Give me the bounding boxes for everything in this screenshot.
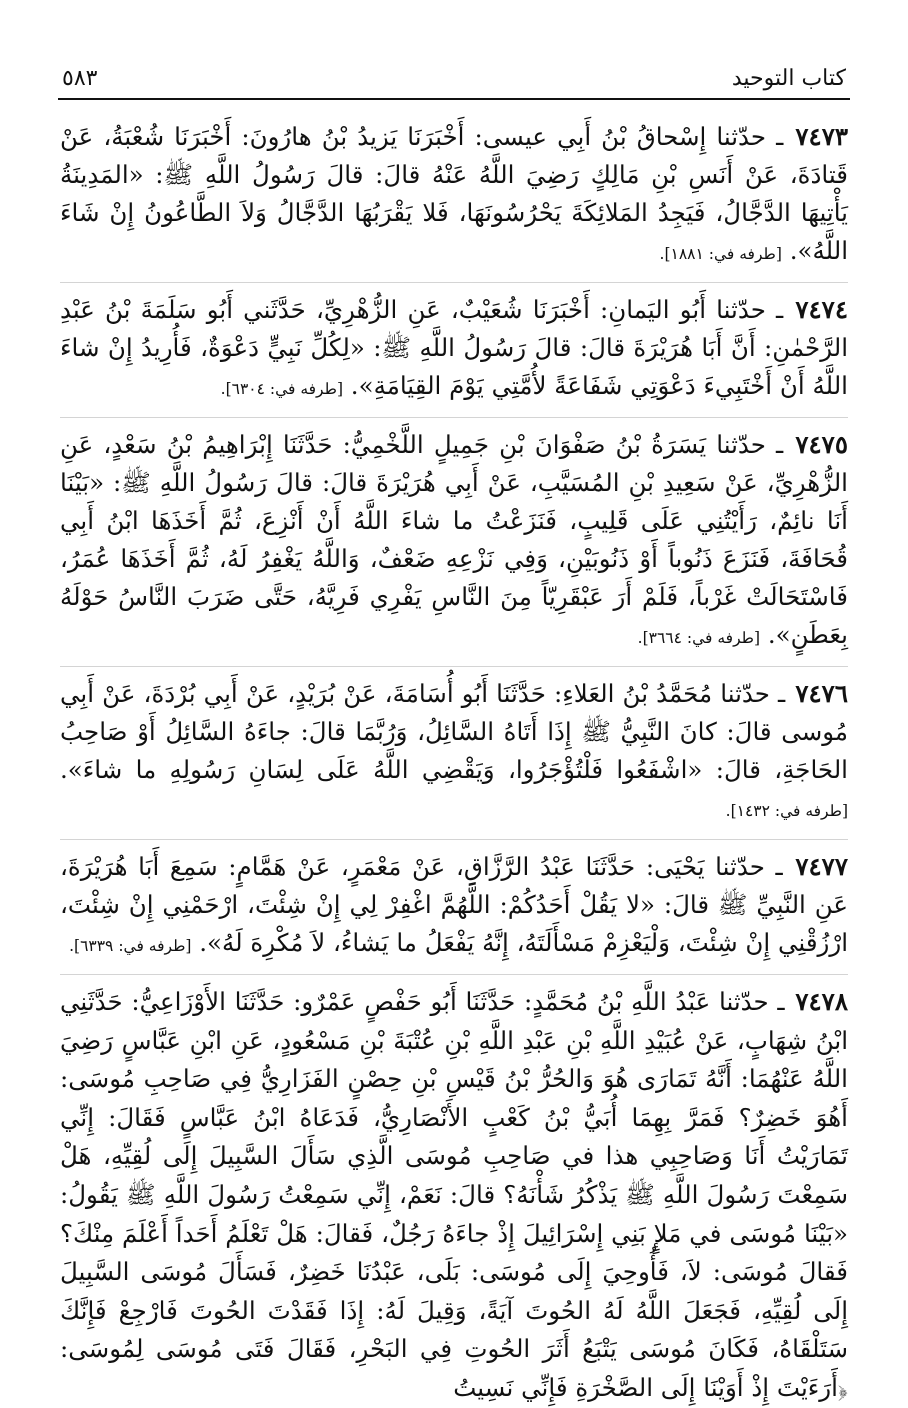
- hadith-reference: [طرفه في: ٦٣٣٩].: [69, 937, 192, 955]
- hadith-text: حدّثنا أَبُو اليَمانِ: أَخْبَرَنَا شُعَيْبٌ، عَنِ الزُّهْرِيِّ، حَدَّثَني أَبُو سَلَمَةَ بْنُ عَبْدِ الرَّحْمٰنِ: أَنَّ أَبَا هُرَيْرَةَ قالَ: قالَ رَسُولُ اللَّهِ ﷺ: «لِكُلِّ نَبِيٍّ دَعْوَةٌ، فَأُرِيدُ إِنْ شاءَ اللَّهُ أَنْ أَخْتَبِيءَ دَعْوَتِي شَفَاعَةً لأُمَّتِي يَوْمَ القِيَامَةِ».: [60, 295, 848, 400]
- hadith-divider: [60, 417, 848, 418]
- hadith-number: ٧٤٧٥: [795, 430, 848, 459]
- hadith-divider: [60, 282, 848, 283]
- hadith-text: حدّثنا إِسْحاقُ بْنُ أَبِي عيسى: أَخْبَرَنَا يَزيدُ بْنُ هارُونَ: أَخْبَرَنَا شُعْبَةُ، عَنْ قَتادَةَ، عَنْ أَنَسِ بْنِ مَالِكٍ رَضِيَ اللَّهُ عَنْهُ قالَ: قالَ رَسُولُ اللَّهِ ﷺ: «المَدِينَةُ يَأْتِيهَا الدَّجَّالُ، فَيَجِدُ المَلائِكَةَ يَحْرُسُونَهَا، فَلا يَقْرَبُهَا الدَّجَّالُ وَلاَ الطَّاعُونُ إِنْ شَاءَ اللَّهُ».: [60, 122, 848, 265]
- hadith-7473: ٧٤٧٣ ـ حدّثنا إِسْحاقُ بْنُ أَبِي عيسى: أَخْبَرَنَا يَزيدُ بْنُ هارُونَ: أَخْبَرَنَا شُعْبَةُ، عَنْ قَتادَةَ، عَنْ أَنَسِ بْنِ مَالِكٍ رَضِيَ اللَّهُ عَنْهُ قالَ: قالَ رَسُولُ اللَّهِ ﷺ: «المَدِينَةُ يَأْتِيهَا الدَّجَّالُ، فَيَجِدُ المَلائِكَةَ يَحْرُسُونَهَا، فَلا يَقْرَبُهَا الدَّجَّالُ وَلاَ الطَّاعُونُ إِنْ شَاءَ اللَّهُ». [طرفه في: ١٨٨١].: [60, 122, 849, 265]
- hadith-text: حدّثنا مُحَمَّدُ بْنُ العَلاءِ: حَدَّثَنَا أَبُو أُسَامَةَ، عَنْ بُرَيْدٍ، عَنْ أَبِي بُرْدَةَ، عَنْ أَبِي مُوسى قالَ: كانَ النَّبِيُّ ﷺ إِذَا أَتَاهُ السَّائِلُ، وَرُبَّمَا قالَ: جاءَهُ السَّائِلُ أَوْ صَاحِبُ الحَاجَةِ، قالَ: «اشْفَعُوا فَلْتُؤْجَرُوا، وَيَقْضِي اللَّهُ عَلَى لِسَانِ رَسُولِهِ ما شاءَ».: [60, 679, 848, 784]
- hadith-7476: ٧٤٧٦ ـ حدّثنا مُحَمَّدُ بْنُ العَلاءِ: حَدَّثَنَا أَبُو أُسَامَةَ، عَنْ بُرَيْدٍ، عَنْ أَبِي بُرْدَةَ، عَنْ أَبِي مُوسى قالَ: كانَ النَّبِيُّ ﷺ إِذَا أَتَاهُ السَّائِلُ، وَرُبَّمَا قالَ: جاءَهُ السَّائِلُ أَوْ صَاحِبُ الحَاجَةِ، قالَ: «اشْفَعُوا فَلْتُؤْجَرُوا، وَيَقْضِي اللَّهُ عَلَى لِسَانِ رَسُولِهِ ما شاءَ». [طرفه في: ١٤٣٢].: [60, 679, 848, 820]
- hadith-reference: [طرفه في: ٣٦٦٤].: [637, 629, 761, 647]
- page-number: ٥٨٣: [62, 66, 98, 91]
- hadith-7474: ٧٤٧٤ ـ حدّثنا أَبُو اليَمانِ: أَخْبَرَنَا شُعَيْبٌ، عَنِ الزُّهْرِيِّ، حَدَّثَني أَبُو سَلَمَةَ بْنُ عَبْدِ الرَّحْمٰنِ: أَنَّ أَبَا هُرَيْرَةَ قالَ: قالَ رَسُولُ اللَّهِ ﷺ: «لِكُلِّ نَبِيٍّ دَعْوَةٌ، فَأُرِيدُ إِنْ شاءَ اللَّهُ أَنْ أَخْتَبِيءَ دَعْوَتِي شَفَاعَةً لأُمَّتِي يَوْمَ القِيَامَةِ». [طرفه في: ٦٣٠٤].: [60, 295, 848, 400]
- hadith-reference: [طرفه في: ٦٣٠٤].: [220, 380, 343, 398]
- hadith-text: حدّثنا يَسَرَةُ بْنُ صَفْوَانَ بْنِ جَمِيلٍ اللَّخْمِيُّ: حَدَّثَنَا إِبْرَاهِيمُ بْنُ سَعْدٍ، عَنِ الزُّهْرِيِّ، عَنْ سَعِيدِ بْنِ المُسَيَّبِ، عَنْ أَبِي هُرَيْرَةَ قالَ: قالَ رَسُولُ اللَّهِ ﷺ: «بَيْنَا أَنَا نائِمٌ، رَأَيْتُنِي عَلَى قَلِيبٍ، فَنَزَعْتُ ما شاءَ اللَّهُ أَنْ أَنْزِعَ، ثُمَّ أَخَذَهَا ابْنُ أَبِي قُحَافَةَ، فَنَزَعَ ذَنُوباً أَوْ ذَنُوبَيْنِ، وَفِي نَزْعِهِ ضَعْفٌ، وَاللَّهُ يَغْفِرُ لَهُ، ثُمَّ أَخَذَهَا عُمَرُ، فَاسْتَحَالَتْ غَرْباً، فَلَمْ أَرَ عَبْقَرِيّاً مِنَ النَّاسِ يَفْرِي فَرِيَّهُ، حَتَّى ضَرَبَ النَّاسُ حَوْلَهُ بِعَطَنٍ».: [60, 430, 848, 649]
- hadith-7478: ٧٤٧٨ ـ حدّثنا عَبْدُ اللَّهِ بْنُ مُحَمَّدٍ: حَدَّثَنَا أَبُو حَفْصٍ عَمْرٌو: حَدَّثَنَا الأَوْزَاعِيُّ: حَدَّثَنِي ابْنُ شِهَابٍ، عَنْ عُبَيْدِ اللَّهِ بْنِ عَبْدِ اللَّهِ بْنِ عُتْبَةَ بْنِ مَسْعُودٍ، عَنِ ابْنِ عَبَّاسٍ رَضِيَ اللَّهُ عَنْهُمَا: أَنَّهُ تَمَارَى هُوَ وَالحُرُّ بْنُ قَيْسِ بْنِ حِصْنٍ الفَزَارِيُّ فِي صَاحِبِ مُوسَى: أَهُوَ خَضِرٌ؟ فَمَرَّ بِهِمَا أُبَيُّ بْنُ كَعْبٍ الأَنْصَارِيُّ، فَدَعَاهُ ابْنُ عَبَّاسٍ فَقَالَ: إِنِّي تَمَارَيْتُ أَنَا وَصَاحِبِي هذا في صَاحِبِ مُوسَى الَّذِي سَأَلَ السَّبِيلَ إِلَى لُقِيِّهِ، هَلْ سَمِعْتَ رَسُولَ اللَّهِ ﷺ يَذْكُرُ شَأْنَهُ؟ قالَ: نَعَمْ، إِنِّي سَمِعْتُ رَسُولَ اللَّهِ ﷺ يَقُولُ: «بَيْنَا مُوسَى في مَلإٍ بَنِي إِسْرَائِيلَ إِذْ جاءَهُ رَجُلٌ، فَقالَ: هَلْ تَعْلَمُ أَحَداً أَعْلَمَ مِنْكَ؟ فَقالَ مُوسَى: لاَ، فَأُوحِيَ إِلَى مُوسَى: بَلَى، عَبْدُنَا خَضِرٌ، فَسَأَلَ مُوسَى السَّبِيلَ إِلَى لُقِيِّهِ، فَجَعَلَ اللَّهُ لَهُ الحُوتَ آيَةً، وَقِيلَ لَهُ: إِذَا فَقَدْتَ الحُوتَ فَارْجِعْ فَإِنَّكَ سَتَلْقَاهُ، فَكَانَ مُوسَى يَتْبَعُ أَثَرَ الحُوتِ فِي البَحْرِ، فَقَالَ فَتَى مُوسَى لِمُوسَى: ﴿أَرَءَيْتَ إِذْ أَوَيْنَا إِلَى الصَّخْرَةِ فَإِنِّي نَسِيتُ: [60, 987, 848, 1402]
- hadith-number: ٧٤٧٧: [795, 852, 848, 881]
- page-header: [58, 58, 850, 100]
- book-title: كتاب التوحيد: [731, 66, 846, 91]
- hadith-number: ٧٤٧٦: [795, 679, 848, 708]
- hadith-number: ٧٤٧٤: [795, 295, 848, 324]
- hadith-7477: ٧٤٧٧ ـ حدّثنا يَحْيَى: حَدَّثَنَا عَبْدُ الرَّزَّاقِ، عَنْ مَعْمَرٍ، عَنْ هَمَّامٍ: سَمِعَ أَبَا هُرَيْرَةَ، عَنِ النَّبِيِّ ﷺ قالَ: «لا يَقُلْ أَحَدُكُمْ: اللَّهُمَّ اغْفِرْ لِي إِنْ شِئْتَ، ارْحَمْنِي إِنْ شِئْتَ، ارْزُقْنِي إِنْ شِئْتَ، وَلْيَعْزِمْ مَسْأَلَتَهُ، إِنَّهُ يَفْعَلُ ما يَشاءُ، لاَ مُكْرِهَ لَهُ». [طرفه في: ٦٣٣٩].: [60, 852, 848, 957]
- hadith-number: ٧٤٧٨: [795, 987, 848, 1016]
- hadith-number: ٧٤٧٣: [795, 122, 849, 151]
- hadith-reference: [طرفه في: ١٨٨١].: [659, 245, 782, 263]
- hadith-divider: [60, 839, 848, 840]
- hadith-7475: ٧٤٧٥ ـ حدّثنا يَسَرَةُ بْنُ صَفْوَانَ بْنِ جَمِيلٍ اللَّخْمِيُّ: حَدَّثَنَا إِبْرَاهِيمُ بْنُ سَعْدٍ، عَنِ الزُّهْرِيِّ، عَنْ سَعِيدِ بْنِ المُسَيَّبِ، عَنْ أَبِي هُرَيْرَةَ قالَ: قالَ رَسُولُ اللَّهِ ﷺ: «بَيْنَا أَنَا نائِمٌ، رَأَيْتُنِي عَلَى قَلِيبٍ، فَنَزَعْتُ ما شاءَ اللَّهُ أَنْ أَنْزِعَ، ثُمَّ أَخَذَهَا ابْنُ أَبِي قُحَافَةَ، فَنَزَعَ ذَنُوباً أَوْ ذَنُوبَيْنِ، وَفِي نَزْعِهِ ضَعْفٌ، وَاللَّهُ يَغْفِرُ لَهُ، ثُمَّ أَخَذَهَا عُمَرُ، فَاسْتَحَالَتْ غَرْباً، فَلَمْ أَرَ عَبْقَرِيّاً مِنَ النَّاسِ يَفْرِي فَرِيَّهُ، حَتَّى ضَرَبَ النَّاسُ حَوْلَهُ بِعَطَنٍ». [طرفه في: ٣٦٦٤].: [60, 430, 848, 649]
- hadith-text: حدّثنا عَبْدُ اللَّهِ بْنُ مُحَمَّدٍ: حَدَّثَنَا أَبُو حَفْصٍ عَمْرٌو: حَدَّثَنَا الأَوْزَاعِيُّ: حَدَّثَنِي ابْنُ شِهَابٍ، عَنْ عُبَيْدِ اللَّهِ بْنِ عَبْدِ اللَّهِ بْنِ عُتْبَةَ بْنِ مَسْعُودٍ، عَنِ ابْنِ عَبَّاسٍ رَضِيَ اللَّهُ عَنْهُمَا: أَنَّهُ تَمَارَى هُوَ وَالحُرُّ بْنُ قَيْسِ بْنِ حِصْنٍ الفَزَارِيُّ فِي صَاحِبِ مُوسَى: أَهُوَ خَضِرٌ؟ فَمَرَّ بِهِمَا أُبَيُّ بْنُ كَعْبٍ الأَنْصَارِيُّ، فَدَعَاهُ ابْنُ عَبَّاسٍ فَقَالَ: إِنِّي تَمَارَيْتُ أَنَا وَصَاحِبِي هذا في صَاحِبِ مُوسَى الَّذِي سَأَلَ السَّبِيلَ إِلَى لُقِيِّهِ، هَلْ سَمِعْتَ رَسُولَ اللَّهِ ﷺ يَذْكُرُ شَأْنَهُ؟ قالَ: نَعَمْ، إِنِّي سَمِعْتُ رَسُولَ اللَّهِ ﷺ يَقُولُ: «بَيْنَا مُوسَى في مَلإٍ بَنِي إِسْرَائِيلَ إِذْ جاءَهُ رَجُلٌ، فَقالَ: هَلْ تَعْلَمُ أَحَداً أَعْلَمَ مِنْكَ؟ فَقالَ مُوسَى: لاَ، فَأُوحِيَ إِلَى مُوسَى: بَلَى، عَبْدُنَا خَضِرٌ، فَسَأَلَ مُوسَى السَّبِيلَ إِلَى لُقِيِّهِ، فَجَعَلَ اللَّهُ لَهُ الحُوتَ آيَةً، وَقِيلَ لَهُ: إِذَا فَقَدْتَ الحُوتَ فَارْجِعْ فَإِنَّكَ سَتَلْقَاهُ، فَكَانَ مُوسَى يَتْبَعُ أَثَرَ الحُوتِ فِي البَحْرِ، فَقَالَ فَتَى مُوسَى لِمُوسَى: ﴿أَرَءَيْتَ إِذْ أَوَيْنَا إِلَى الصَّخْرَةِ فَإِنِّي نَسِيتُ: [60, 987, 848, 1402]
- hadith-divider: [60, 974, 848, 975]
- hadith-divider: [60, 666, 848, 667]
- hadith-text: حدّثنا يَحْيَى: حَدَّثَنَا عَبْدُ الرَّزَّاقِ، عَنْ مَعْمَرٍ، عَنْ هَمَّامٍ: سَمِعَ أَبَا هُرَيْرَةَ، عَنِ النَّبِيِّ ﷺ قالَ: «لا يَقُلْ أَحَدُكُمْ: اللَّهُمَّ اغْفِرْ لِي إِنْ شِئْتَ، ارْحَمْنِي إِنْ شِئْتَ، ارْزُقْنِي إِنْ شِئْتَ، وَلْيَعْزِمْ مَسْأَلَتَهُ، إِنَّهُ يَفْعَلُ ما يَشاءُ، لاَ مُكْرِهَ لَهُ».: [60, 852, 848, 957]
- hadith-reference: [طرفه في: ١٤٣٢].: [725, 802, 848, 820]
